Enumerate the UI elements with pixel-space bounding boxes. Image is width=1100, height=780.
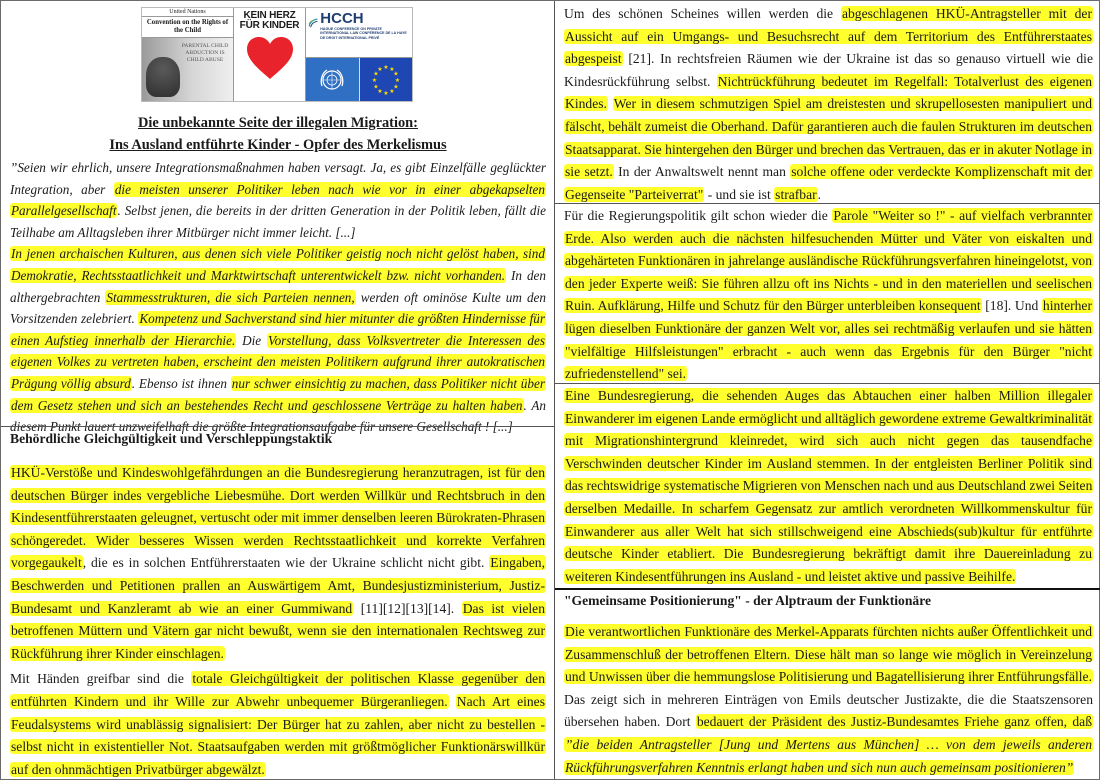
right-divider-2: [555, 383, 1100, 384]
text-run: [21]. In rechtsfreien Räumen wie der Ukraine ist das so genauso virtuell wie die Kindesrückführung selbst.: [564, 51, 1093, 89]
highlighted-text: Vorstellung, dass Volksvertreter die Interessen des eigenen Volkes zu vertreten haben, erscheint den meisten Politikern aufgrund ihrer autokratischen Prägung völlig absurd: [11, 332, 545, 391]
un-convention-label: Convention on the Rights of the Child: [142, 17, 233, 38]
text-run: werden oft ominöse Kulte um den Vorsitzenden zelebriert.: [10, 289, 547, 327]
right-column: [555, 1, 1100, 779]
hcch-logo: [306, 8, 412, 101]
highlighted-text: Nichtrückführung bedeutet im Regelfall: Totalverlust des eigenen Kindes.: [565, 73, 1092, 112]
highlighted-text: Kompetenz und Sachverstand sind hier mitunter die größten Hindernisse für einen Aufstieg innerhalb der Hierarchie.: [11, 311, 545, 348]
abduction-slogan: PARENTAL CHILD ABDUCTION IS CHILD ABUSE: [181, 43, 229, 63]
hcch-acronym: HCCH: [320, 10, 364, 27]
quote-paragraph-1: [10, 157, 546, 243]
highlighted-text: die meisten unserer Politiker leben nach wie vor in einer abgekapselten Parallelgesellschaft: [11, 181, 545, 219]
quote-paragraph-2: [10, 243, 546, 437]
right-section-heading: "Gemeinsame Positionierung" - der Alptraum der Funktionäre: [564, 593, 932, 608]
kein-herz-logo: [234, 8, 306, 101]
un-org-label: United Nations: [142, 8, 233, 17]
kein-herz-label: KEIN HERZ FÜR KINDER: [239, 10, 300, 31]
un-flag: [306, 58, 360, 101]
text-run: Die: [236, 332, 267, 348]
body-paragraph-1: [10, 462, 546, 665]
right-box-3: [555, 385, 1100, 588]
highlighted-text: abgeschlagenen HKÜ-Antragsteller mit der Aussicht auf ein Umgangs- und Besuchsrecht auf dem Territorium des Entführerstaates abgespeist: [565, 6, 1092, 67]
highlighted-text: Eine Bundesregierung, die sehenden Auges das Abtauchen einer halben Million illegaler Einwanderer im eigenen Lande ermöglicht und alltäglich gewordene extreme Gewaltkriminalität mit Migrationshintergrund kleinredet, wird sich auch nicht gegen das tausendfache Verschwinden deutscher Kinder im Ausland stemmen. In der entgleisten Berliner Politik sind das rechtswidrige systematische Migrieren von Menschen nach und aus Deutschland zwei Seiten derselben Medaille. In scharfem Gegensatz zur amtlich verordneten Willkommenskultur für Einwanderer aus aller Welt hat sich stillschweigend eine Abschieds(sub)kultur für entführte deutsche Kinder etabliert. Die Bundesregierung bekräftigt damit ihre Dauereinladung zu weiteren Kindesentführungen ins Ausland - und leistet aktive und passive Beihilfe.: [565, 388, 1093, 584]
highlighted-text: ”die beiden Antragsteller [Jung und Mertens aus München] … von dem jeweils anderen Rückführungsverfahren Kenntnis erlangt haben und sich nun auch gemeinsam positionieren”: [565, 736, 1092, 775]
un-emblem-icon: [318, 66, 346, 94]
svg-text:★: ★: [371, 76, 377, 84]
svg-text:★: ★: [373, 83, 379, 90]
highlighted-text: Parole "Weiter so !" - auf vielfach verbrannter Erde. Also werden auch die nächsten hilfesuchenden Mütter und Väter von eiskalten und abgehärteten Funktionären in jahrelange ausländische Rückführungsverfahren hineingelotst, von den jeder Experte weiß: Sie führen allzu oft ins Nichts - und in den materiellen und seelischen Ruin. Aufklärung, Hilfe und Schutz für den Bürger unterbleiben konsequent: [565, 208, 1092, 314]
svg-text:★: ★: [377, 87, 383, 95]
highlighted-text: Stammesstrukturen, die sich Parteien nennen,: [106, 289, 355, 305]
text-run: . An diesem Punkt lauert unzweifelhaft die größte Integrationsaufgabe für unsere Gesellschaft ! [...]: [10, 397, 546, 435]
section-heading: Behördliche Gleichgültigkeit und Verschleppungstaktik: [10, 431, 333, 446]
hcch-fullname: HAGUE CONFERENCE ON PRIVATE INTERNATIONAL LAW CONFÉRENCE DE LA HAYE DE DROIT INTERNATIONAL PRIVÉ: [320, 27, 407, 40]
svg-text:★: ★: [393, 83, 399, 90]
text-run: Um des schönen Scheines willen werden die: [564, 6, 841, 21]
svg-text:★: ★: [383, 63, 389, 71]
page-title-line2: Ins Ausland entführte Kinder - Opfer des Merkelismus: [109, 137, 447, 153]
right-paragraph-4: [564, 621, 1093, 779]
highlighted-text: Wer in diesem schmutzigen Spiel am dreistesten und skrupellosesten manipuliert und fälscht, behält zumeist die Oberhand. Dafür garantieren auch die faulen Strukturen im deutschen Staatsapparat. Sie hintergehen den Bürger und brechen das Vertrauen, das er in akuter Notlage in sie setzt.: [565, 96, 1092, 180]
text-run: .: [817, 186, 822, 202]
section-left-body: [1, 428, 554, 780]
highlighted-text: hinterher lügen dieselben Funktionäre der ganzen Welt vor, alles sei rechtmäßig verlaufen und sie hätten "vielfältige Hilfsleistungen" erbracht - auch wenn das Ergebnis für den Bürger "nicht zufriedenstellend" sei.: [565, 298, 1092, 382]
highlighted-text: nur schwer einsichtig zu machen, dass Politiker nicht über dem Gesetz stehen und sich an bestehendes Recht und geschlossene Verträge zu halten haben: [11, 375, 545, 413]
right-box-4: [555, 590, 1100, 779]
quote-block: [1, 157, 554, 438]
right-paragraph-3: [564, 385, 1093, 588]
highlighted-text: Eingaben, Beschwerden und Petitionen prallen an Auswärtigem Amt, Bundesjustizministerium, Justiz-Bundesamt und Kanzleramt ab wie an einer Gummiwand: [11, 555, 545, 616]
left-column: [1, 1, 555, 779]
text-run: - und sie ist: [704, 186, 775, 202]
highlighted-text: HKÜ-Verstöße und Kindeswohlgefährdungen an die Bundesregierung heranzutragen, ist für den deutschen Bürger indes vergebliche Liebesmühe. Dort werden Willkür und Rechtsbruch in den Kindesentführerstaaten geleugnet, vertuscht oder mit immer denselben leeren Bürokraten-Phrasen schöngeredet. Wider besseres Wissen werden Rechtsstaatlichkeit und korrekte Verfahren vorgegaukelt: [11, 465, 545, 571]
heart-icon: [246, 36, 294, 80]
section-divider: [1, 426, 554, 427]
text-run: [449, 694, 456, 709]
text-run: . Selbst jenen, die bereits in der dritten Generation in der Politik leben, fällt die Teilhabe am Alltagsleben ihrer Mitbürger nicht immer leicht. [...]: [10, 203, 546, 240]
body-paragraph-2: [10, 668, 546, 780]
logo-banner: [141, 7, 413, 102]
right-box-1: [555, 3, 1100, 206]
svg-text:★: ★: [383, 89, 389, 97]
page-title-line1: Die unbekannte Seite der illegalen Migration:: [138, 115, 418, 131]
text-run: ”Seien wir ehrlich, unsere Integrationsmaßnahmen haben versagt. Ja, es gibt Einzelfälle geglückter Integration, aber: [10, 160, 546, 197]
right-box-2: [555, 205, 1100, 386]
text-run: In den althergebrachten: [10, 267, 546, 305]
highlighted-text: totale Gleichgültigkeit der politischen Klasse gegenüber den entführten Kindern und ihr Wille zur Abwehr unbequemer Bürgeranliegen.: [11, 671, 545, 709]
un-crc-logo: [142, 8, 234, 101]
right-divider-1: [555, 203, 1100, 204]
text-run: In der Anwaltswelt nennt man: [613, 164, 791, 180]
text-run: . Ebenso ist ihnen: [131, 375, 231, 391]
highlighted-text: Nach Art eines Feudalsystems wird unablässig signalisiert: Der Bürger hat zu zahlen, aber nicht zu bestellen - selbst nicht in existentieller Not. Staatsaufgaben werden mit größtmöglicher Funktionärswillkür auf den ohnmächtigen Privatbürger abgewälzt.: [11, 693, 545, 777]
text-run: Das zeigt sich in mehreren Einträgen von Emils deutscher Justizakte, die die Staatszensoren übersehen haben. Dort: [564, 691, 1093, 730]
highlighted-text: solche offene oder verdeckte Komplizenschaft mit der Gegenseite "Parteiverrat": [565, 164, 1092, 202]
text-run: Mit Händen greifbar sind die: [10, 671, 192, 687]
svg-text:★: ★: [377, 65, 383, 73]
highlighted-text: strafbar: [775, 186, 817, 202]
eu-flag: [360, 58, 413, 101]
svg-text:★: ★: [394, 76, 400, 84]
svg-text:★: ★: [389, 65, 395, 73]
headline-block: [1, 112, 554, 156]
svg-text:★: ★: [373, 70, 379, 77]
text-run: Für die Regierungspolitik gilt schon wieder die: [564, 208, 833, 223]
text-run: , die es in solchen Entführerstaaten wie der Ukraine schlicht nicht gibt.: [82, 555, 490, 571]
highlighted-text: bedauert der Präsident des Justiz-Bundesamtes Friehe ganz offen, daß: [696, 714, 1092, 730]
svg-text:★: ★: [389, 87, 395, 95]
highlighted-text: Das ist vielen betroffenen Müttern und Vätern gar nicht bewußt, wenn sie den internationalen Rechtsweg zur Rückführung ihrer Kinder einschlagen.: [11, 600, 546, 661]
eu-flag-icon: [369, 63, 403, 97]
hcch-logo-icon: [308, 11, 318, 35]
crying-child-icon: [146, 57, 180, 97]
svg-text:★: ★: [393, 70, 399, 77]
right-paragraph-2: [564, 205, 1093, 386]
right-paragraph-1: [564, 3, 1093, 206]
child-photo: [142, 38, 233, 101]
highlighted-text: Die verantwortlichen Funktionäre des Merkel-Apparats fürchten nichts außer Öffentlichkeit und Zusammenschluß der betroffenen Eltern. Diese hält man so lange wie möglich in Vereinzelung und Unwissen über die hemmungslose Politisierung und Bagatellisierung ihrer Entführungsfälle.: [565, 624, 1092, 685]
highlighted-text: In jenen archaischen Kulturen, aus denen sich viele Politiker geistig noch nicht gelöst haben, sind Demokratie, Rechtsstaatlichkeit und Marktwirtschaft unterentwickelt bzw. nicht vorhanden.: [11, 246, 545, 283]
text-run: [11][12][13][14].: [353, 600, 462, 616]
text-run: [18]. Und: [981, 298, 1042, 314]
